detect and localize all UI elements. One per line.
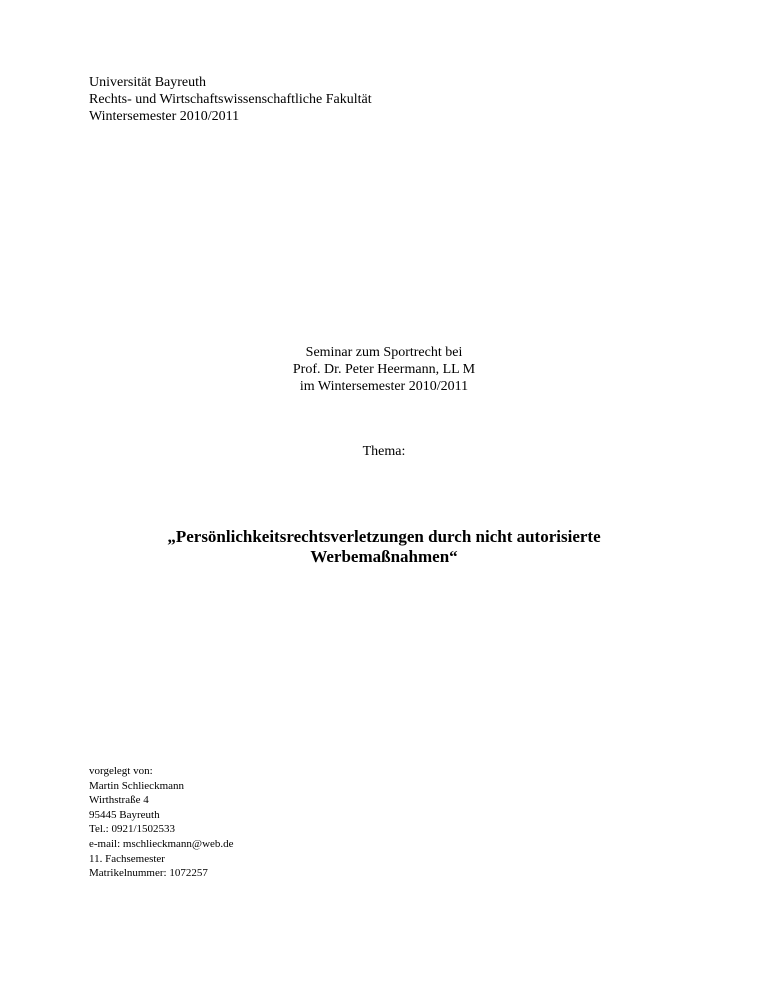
topic-label-text: Thema: [362, 444, 406, 459]
header-block [89, 74, 372, 125]
document-title [0, 527, 768, 567]
author-city: 95445 Bayreuth [89, 808, 160, 821]
seminar-line-1: Seminar zum Sportrecht bei [305, 345, 463, 360]
author-phone: Tel.: 0921/1502533 [89, 823, 176, 836]
author-matriculation: Matrikelnummer: 1072257 [89, 867, 208, 880]
title-line-1: „Persönlichkeitsrechtsverletzungen durch nicht autorisierte [167, 527, 601, 546]
seminar-block [0, 344, 768, 395]
author-semester-count: 11. Fachsemester [89, 852, 165, 865]
topic-label [0, 443, 768, 460]
university-name: Universität Bayreuth [89, 75, 207, 90]
faculty-name: Rechts- und Wirtschaftswissenschaftliche Fakultät [89, 92, 372, 107]
semester-label: Wintersemester 2010/2011 [89, 109, 240, 124]
seminar-line-2: Prof. Dr. Peter Heermann, LL M [292, 362, 476, 377]
author-name: Martin Schlieckmann [89, 779, 185, 792]
author-email: e-mail: mschlieckmann@web.de [89, 837, 234, 850]
author-street: Wirthstraße 4 [89, 794, 149, 807]
author-block [89, 764, 234, 881]
title-line-2: Werbemaßnahmen“ [310, 547, 458, 566]
author-intro: vorgelegt von: [89, 765, 153, 777]
seminar-line-3: im Wintersemester 2010/2011 [299, 379, 469, 394]
